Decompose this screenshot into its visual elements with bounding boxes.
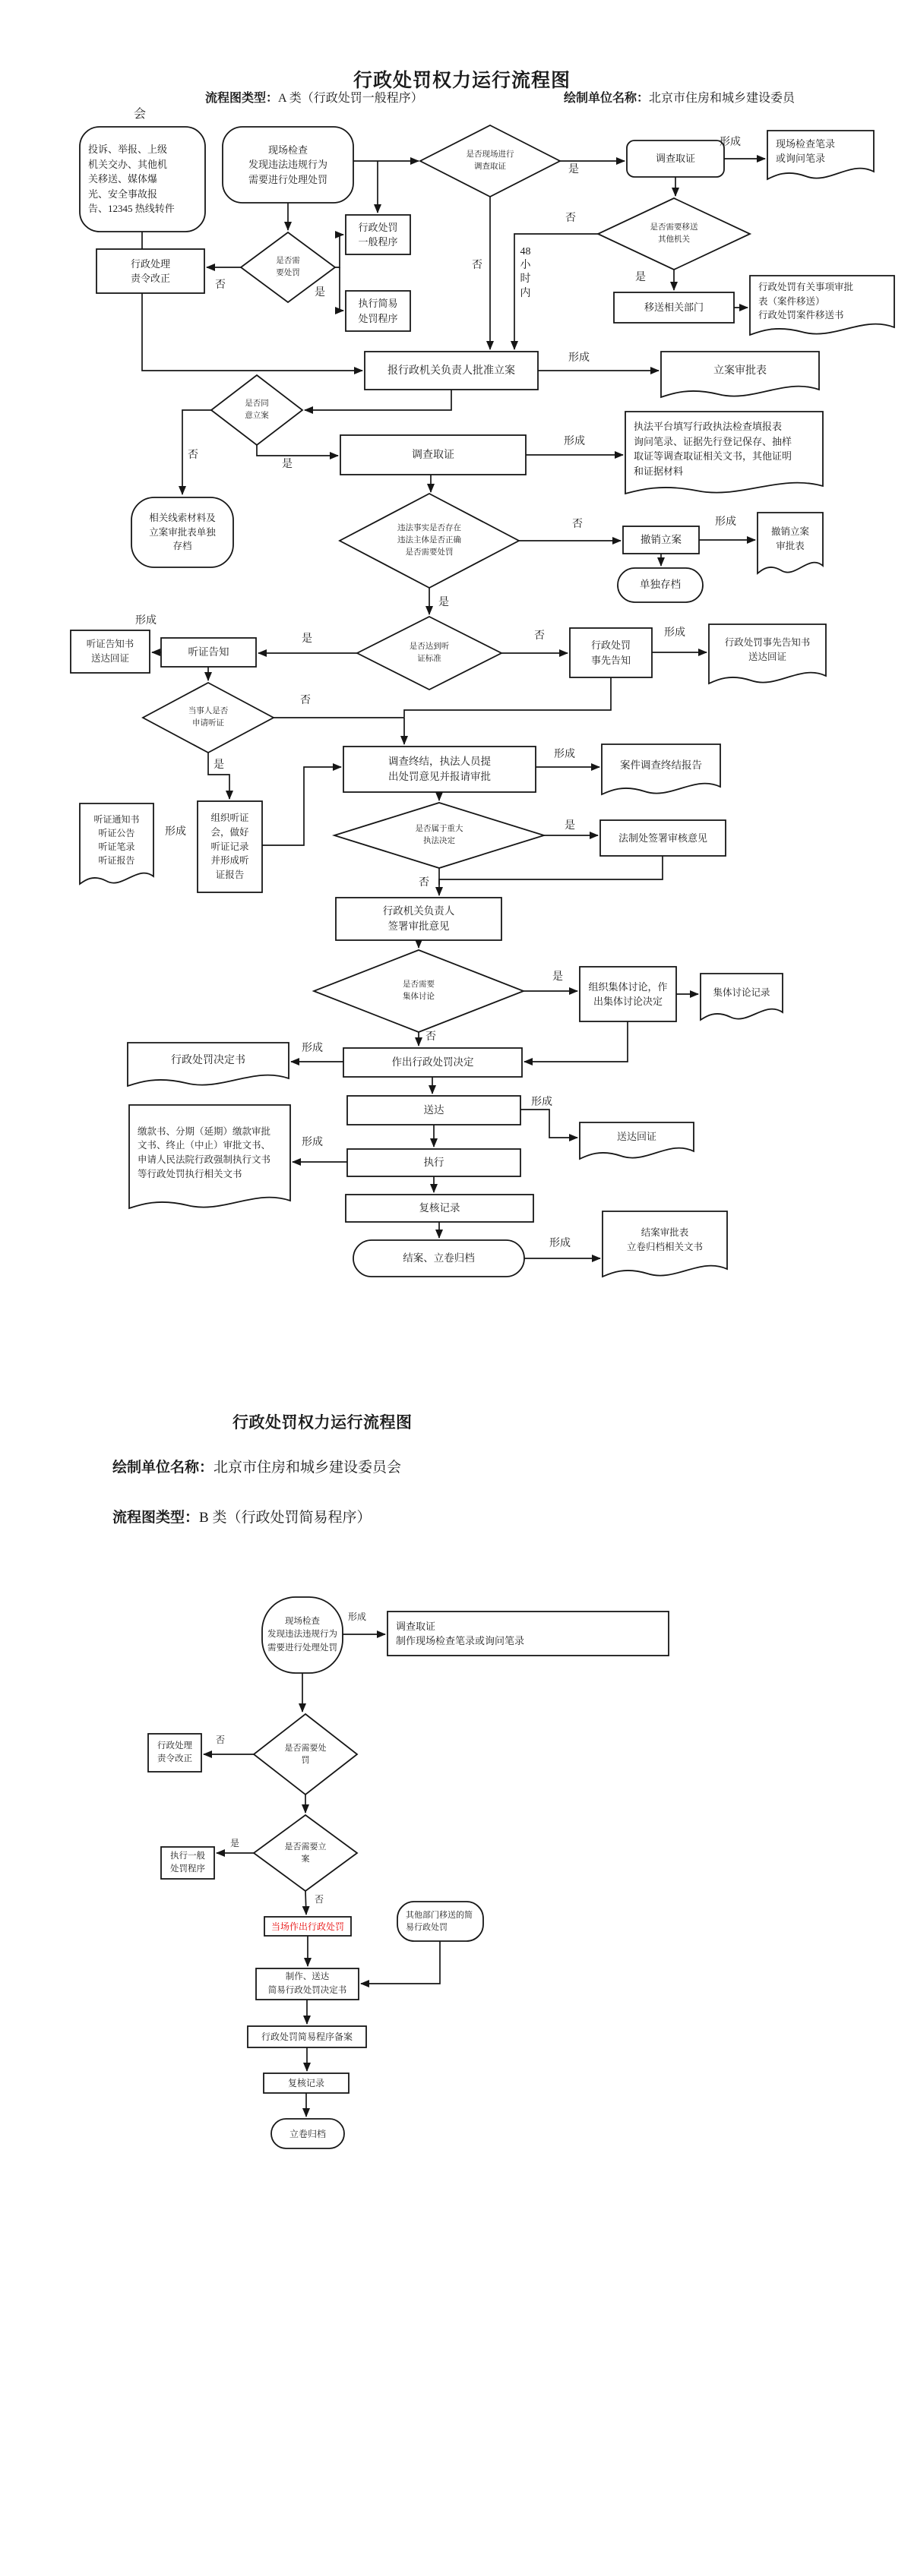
edge-label: 形成 [720, 137, 741, 148]
doc-conclude-report: 案件调查终结报告 [620, 759, 702, 771]
general-procedure: 行政处罚 一般程序 [358, 221, 398, 248]
doc-filing-form: 立案审批表 [713, 365, 767, 377]
subtitle-unit-b [112, 1456, 401, 1476]
transfer-departments: 移送相关部门 [644, 301, 704, 314]
simple-procedure: 执行简易 处罚程序 [358, 298, 398, 324]
doc-close-files: 结案审批表 立卷归档相关文书 [626, 1227, 703, 1252]
dec-agree-filing: 是否同 意立案 [245, 399, 269, 420]
unit-value-a: 北京市住房和城乡建设委员 [649, 92, 796, 105]
deliver: 送达 [423, 1103, 444, 1116]
edge-label: 形成 [302, 1043, 323, 1054]
edge-label: 形成 [564, 436, 585, 447]
close-archive: 结案、立卷归档 [403, 1252, 475, 1264]
simple-record-b: 行政处罚简易程序备案 [261, 2031, 353, 2042]
edge-label: 是 [635, 272, 646, 283]
edge-label: 48小时内 [520, 246, 531, 299]
unit-value-b: 北京市住房和城乡建设委员会 [214, 1460, 402, 1476]
investigation-conclude: 调查终结，执法人员提 出处罚意见并报请审批 [388, 755, 491, 782]
doc-discussion-record: 集体讨论记录 [713, 987, 770, 999]
doc-hearing-files: 听证通知书 听证公告 听证笔录 听证报告 [93, 814, 140, 866]
onsite-inspection: 现场检查 发现违法违规行为 需要进行处理处罚 [248, 144, 327, 185]
flow-edge [335, 235, 343, 267]
flow-type-value-a: A 类（行政处罚一般程序） [278, 92, 423, 105]
dec-facts-exist: 违法事实是否存在 违法主体是否正确 是否需要处罚 [397, 524, 461, 557]
doc-revoke-form: 撤销立案 审批表 [770, 526, 809, 551]
investigate-evidence-1: 调查取证 [655, 153, 695, 165]
doc-inspection-record: 现场检查笔录 或询问笔录 [776, 137, 836, 164]
edge-label: 是 [552, 971, 563, 983]
general-procedure-b: 执行一般 处罚程序 [170, 1851, 205, 1874]
revoke-filing: 撤销立案 [641, 533, 682, 545]
execute: 执行 [423, 1156, 444, 1168]
archive-clues: 相关线索材料及 立案审批表单独 存档 [149, 512, 216, 552]
edge-label: 形成 [549, 1238, 571, 1249]
dec-apply-hearing: 当事人是否 申请听证 [188, 707, 229, 728]
edge-label: 否 [419, 877, 429, 889]
edge-label: 是 [565, 820, 575, 832]
edge-label: 否 [472, 260, 482, 271]
flow-edge [274, 718, 404, 744]
edge-label: 否 [188, 450, 198, 461]
edge-label: 形成 [568, 352, 590, 364]
page-title-b: 行政处罚权力运行流程图 [232, 1413, 413, 1432]
flow-edge [305, 390, 451, 410]
doc-deliver-receipt: 送达回证 [616, 1131, 656, 1143]
edge-label: 否 [315, 1894, 324, 1905]
admin-correction: 行政处理 责令改正 [130, 257, 170, 284]
edge-label: 否 [565, 213, 576, 224]
edge-label: 否 [300, 695, 311, 706]
make-deliver-decision-b: 制作、送达 简易行政处罚决定书 [267, 1972, 347, 1995]
doc-transfer-approval: 行政处罚有关事项审批 表（案件移送） 行政处罚案件移送书 [758, 281, 854, 321]
edge-label: 是 [302, 633, 312, 645]
flow-type-label-b: 流程图类型： [112, 1510, 200, 1526]
edge-label: 是 [568, 164, 579, 175]
subtitle-unit-a [564, 88, 795, 106]
edge-label: 是 [282, 459, 293, 470]
dec-need-punish: 是否需 要处罚 [276, 257, 300, 277]
admin-correction-b: 行政处理 责令改正 [157, 1741, 192, 1763]
flow-edge [305, 1891, 306, 1915]
report-filing-approval: 报行政机关负责人批准立案 [387, 365, 515, 377]
flow-edge [361, 1941, 440, 1984]
flow-edge [340, 267, 343, 311]
edge-label: 形成 [531, 1097, 552, 1108]
edge-label: 会 [134, 108, 147, 121]
edge-label: 是 [315, 287, 325, 298]
dec-onsite-investigation: 是否现场进行 调查取证 [466, 150, 514, 171]
onsite-inspection-b: 现场检查 发现违法违规行为 需要进行处理处罚 [267, 1617, 337, 1653]
dec-need-transfer: 是否需要移送 其他机关 [650, 223, 698, 244]
dec-need-punish-b: 是否需要处 罚 [284, 1743, 327, 1765]
flow-type-label-a: 流程图类型： [205, 92, 279, 105]
prior-notice: 行政处罚 事先告知 [590, 639, 631, 666]
flow-edge [262, 767, 341, 845]
edge-label: 是 [438, 597, 449, 608]
doc-execute-files: 缴款书、分期（延期）缴款审批 文书、终止（中止）审批文书、 申请人民法院行政强制执行文书 等行政处罚执行相关文书 [138, 1125, 271, 1179]
edge-label: 形成 [664, 627, 685, 639]
collective-discussion: 组织集体讨论，作 出集体讨论决定 [588, 980, 668, 1007]
clue-sources: 投诉、举报、上级 机关交办、其他机 关移送、媒体爆 光、安全事故报 告、12345 热线转件 [88, 144, 175, 215]
investigate-record-b: 调查取证 制作现场检查笔录或询问笔录 [396, 1620, 525, 1646]
edge-label: 形成 [135, 615, 157, 627]
unit-label-a: 绘制单位名称： [564, 92, 650, 105]
unit-label-b: 绘制单位名称： [112, 1460, 214, 1476]
make-decision: 作出行政处罚决定 [391, 1056, 474, 1068]
edge-label: 否 [216, 1735, 226, 1745]
review-record-b: 复核记录 [287, 2078, 324, 2088]
onspot-punish-b: 当场作出行政处罚 [270, 1921, 344, 1932]
edge-label: 形成 [165, 826, 186, 838]
archive-b: 立卷归档 [289, 2128, 326, 2139]
flow-type-value-b: B 类（行政处罚简易程序） [199, 1510, 372, 1526]
dec-major-decision: 是否属于重大 执法决定 [415, 825, 463, 845]
edge-label: 形成 [348, 1612, 367, 1622]
edge-label: 形成 [554, 749, 575, 760]
investigate-evidence-2: 调查取证 [412, 449, 454, 461]
edge-label: 否 [534, 630, 545, 642]
edge-label: 否 [425, 1031, 436, 1043]
edge-label: 否 [215, 279, 226, 291]
edge-label: 形成 [302, 1137, 323, 1148]
hearing-notify: 听证告知 [188, 646, 229, 658]
hearing-notify-receipt: 听证告知书 送达回证 [86, 639, 134, 664]
flow-edge [524, 1021, 628, 1062]
archive-separate: 单独存档 [640, 579, 681, 591]
subtitle-flow-type-b [112, 1506, 371, 1526]
edge-label: 是 [214, 759, 224, 771]
subtitle-flow-type-a [205, 88, 423, 106]
doc-evidence-files: 执法平台填写行政执法检查填报表 询问笔录、证据先行登记保存、抽样 取证等调查取证相关文书，其他证明 和证据材料 [634, 421, 792, 477]
dec-need-filing-b: 是否需要立 案 [284, 1842, 327, 1864]
organize-hearing: 组织听证 会，做好 听证记录 并形成听 证报告 [210, 813, 249, 881]
edge-label: 否 [572, 519, 583, 530]
doc-decision-letter: 行政处罚决定书 [171, 1055, 245, 1066]
legal-review: 法制处签署审核意见 [618, 832, 707, 844]
dec-hearing-standard: 是否达到听 证标准 [409, 642, 450, 663]
leader-approval: 行政机关负责人 签署审批意见 [382, 904, 455, 932]
doc-prior-receipt: 行政处罚事先告知书 送达回证 [724, 637, 811, 662]
review-record: 复核记录 [419, 1201, 460, 1214]
flow-edge [257, 445, 338, 456]
edge-label: 是 [230, 1838, 240, 1848]
flow-edge [520, 1110, 577, 1138]
dec-collective-discussion: 是否需要 集体讨论 [403, 980, 435, 1001]
transferred-simple-b: 其他部门移送的简 易行政处罚 [406, 1910, 473, 1932]
page-title-a: 行政处罚权力运行流程图 [353, 71, 571, 91]
edge-label: 形成 [715, 516, 736, 528]
